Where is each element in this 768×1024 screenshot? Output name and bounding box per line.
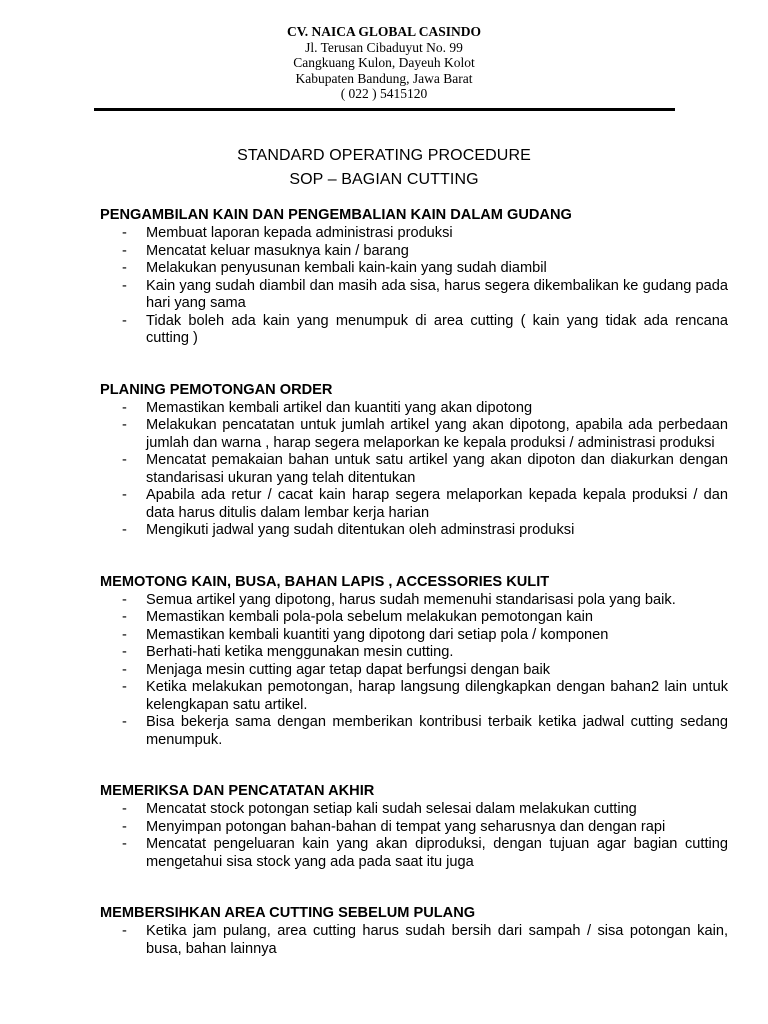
dash-bullet-icon: - [122,591,127,608]
list-item-text: Mencatat pengeluaran kain yang akan diproduksi, dengan tujuan agar bagian cutting mengetahui sisa stock yang ada pada saat itu juga [146,836,728,870]
list-item [100,836,728,871]
list-item [100,819,728,837]
list-item [100,225,728,243]
dash-bullet-icon: - [122,417,127,433]
list-item-text: Bisa bekerja sama dengan memberikan kontribusi terbaik ketika jadwal cutting sedang menumpuk. [146,714,728,748]
procedure-list [100,400,728,540]
letterhead [0,24,768,102]
document-subtitle: SOP – BAGIAN CUTTING [289,171,479,188]
list-item-text: Mengikuti jadwal yang sudah ditentukan oleh adminstrasi produksi [146,522,575,538]
dash-bullet-icon: - [122,626,127,643]
list-item [100,644,728,662]
list-item [100,592,728,610]
sop-section [100,206,728,348]
procedure-list [100,592,728,750]
list-item [100,400,728,418]
header-divider [94,108,675,111]
list-item-text: Menyimpan potongan bahan-bahan di tempat yang seharusnya dan dengan rapi [146,818,666,835]
list-item-text: Tidak boleh ada kain yang menumpuk di area cutting ( kain yang tidak ada rencana cutting ) [146,312,728,346]
address-line: Cangkuang Kulon, Dayeuh Kolot [293,55,475,70]
list-item-text: Ketika melakukan pemotongan, harap langsung dilengkapkan dengan bahan2 lain untuk kelengkapan satu artikel. [146,679,728,713]
list-item-text: Menjaga mesin cutting agar tetap dapat berfungsi dengan baik [146,661,551,678]
dash-bullet-icon: - [122,801,127,817]
list-item [100,609,728,627]
dash-bullet-icon: - [122,836,127,852]
list-item [100,923,728,958]
sop-section [100,782,728,871]
list-item [100,801,728,819]
dash-bullet-icon: - [122,399,127,416]
phone-number: ( 022 ) 5415120 [340,86,428,101]
dash-bullet-icon: - [122,522,127,538]
dash-bullet-icon: - [122,487,127,503]
list-item [100,260,728,278]
list-item [100,627,728,645]
list-item [100,522,728,540]
company-name: CV. NAICA GLOBAL CASINDO [286,24,482,39]
list-item-text: Memastikan kembali pola-pola sebelum melakukan pemotongan kain [146,609,593,625]
list-item-text: Mencatat stock potongan setiap kali sudah selesai dalam melakukan cutting [146,801,637,817]
dash-bullet-icon: - [122,242,127,259]
list-item [100,679,728,714]
sop-content [100,206,728,958]
section-heading: PENGAMBILAN KAIN DAN PENGEMBALIAN KAIN DALAM GUDANG [100,207,572,223]
dash-bullet-icon: - [122,661,127,678]
dash-bullet-icon: - [122,818,127,835]
procedure-list [100,923,728,958]
list-item-text: Ketika jam pulang, area cutting harus sudah bersih dari sampah / sisa potongan kain, busa, bahan lainnya [146,923,728,957]
list-item-text: Kain yang sudah diambil dan masih ada sisa, harus segera dikembalikan ke gudang pada hari yang sama [146,277,728,311]
section-heading: MEMERIKSA DAN PENCATATAN AKHIR [100,783,375,799]
list-item [100,662,728,680]
list-item [100,243,728,261]
address-line: Jl. Terusan Cibaduyut No. 99 [305,39,463,55]
sop-section [100,381,728,540]
list-item-text: Semua artikel yang dipotong, harus sudah memenuhi standarisasi pola yang baik. [146,591,676,608]
list-item-text: Mencatat keluar masuknya kain / barang [146,242,409,259]
dash-bullet-icon: - [122,312,127,329]
sop-section [100,904,728,958]
list-item-text: Memastikan kembali artikel dan kuantiti yang akan dipotong [146,399,533,416]
list-item [100,313,728,348]
list-item [100,278,728,313]
procedure-list [100,801,728,871]
dash-bullet-icon: - [122,714,127,730]
dash-bullet-icon: - [122,452,127,468]
list-item [100,452,728,487]
dash-bullet-icon: - [122,260,127,276]
address-line: Kabupaten Bandung, Jawa Barat [295,70,473,86]
section-heading: MEMOTONG KAIN, BUSA, BAHAN LAPIS , ACCESSORIES KULIT [100,573,550,590]
list-item [100,714,728,749]
document-title: STANDARD OPERATING PROCEDURE [237,147,531,164]
dash-bullet-icon: - [122,277,127,294]
list-item-text: Melakukan penyusunan kembali kain-kain yang sudah diambil [146,260,547,276]
list-item-text: Membuat laporan kepada administrasi produksi [146,225,453,241]
section-heading: MEMBERSIHKAN AREA CUTTING SEBELUM PULANG [100,905,476,921]
list-item [100,417,728,452]
list-item-text: Apabila ada retur / cacat kain harap segera melaporkan kepada kepala produksi / dan data harus ditulis dalam lembar kerja harian [146,487,728,521]
procedure-list [100,225,728,348]
dash-bullet-icon: - [122,609,127,625]
sop-section [100,573,728,750]
dash-bullet-icon: - [122,225,127,241]
list-item [100,487,728,522]
dash-bullet-icon: - [122,923,127,939]
section-heading: PLANING PEMOTONGAN ORDER [100,381,333,398]
list-item-text: Melakukan pencatatan untuk jumlah artikel yang akan dipotong, apabila ada perbedaan jumlah dan warna , harap segera melaporkan ke kepala produksi / administrasi produksi [146,417,728,451]
list-item-text: Mencatat pemakaian bahan untuk satu artikel yang akan dipoton dan diakurkan dengan standarisasi ukuran yang telah ditentukan [146,452,728,486]
dash-bullet-icon: - [122,679,127,695]
list-item-text: Berhati-hati ketika menggunakan mesin cutting. [146,644,454,660]
dash-bullet-icon: - [122,644,127,660]
list-item-text: Memastikan kembali kuantiti yang dipotong dari setiap pola / komponen [146,626,609,643]
